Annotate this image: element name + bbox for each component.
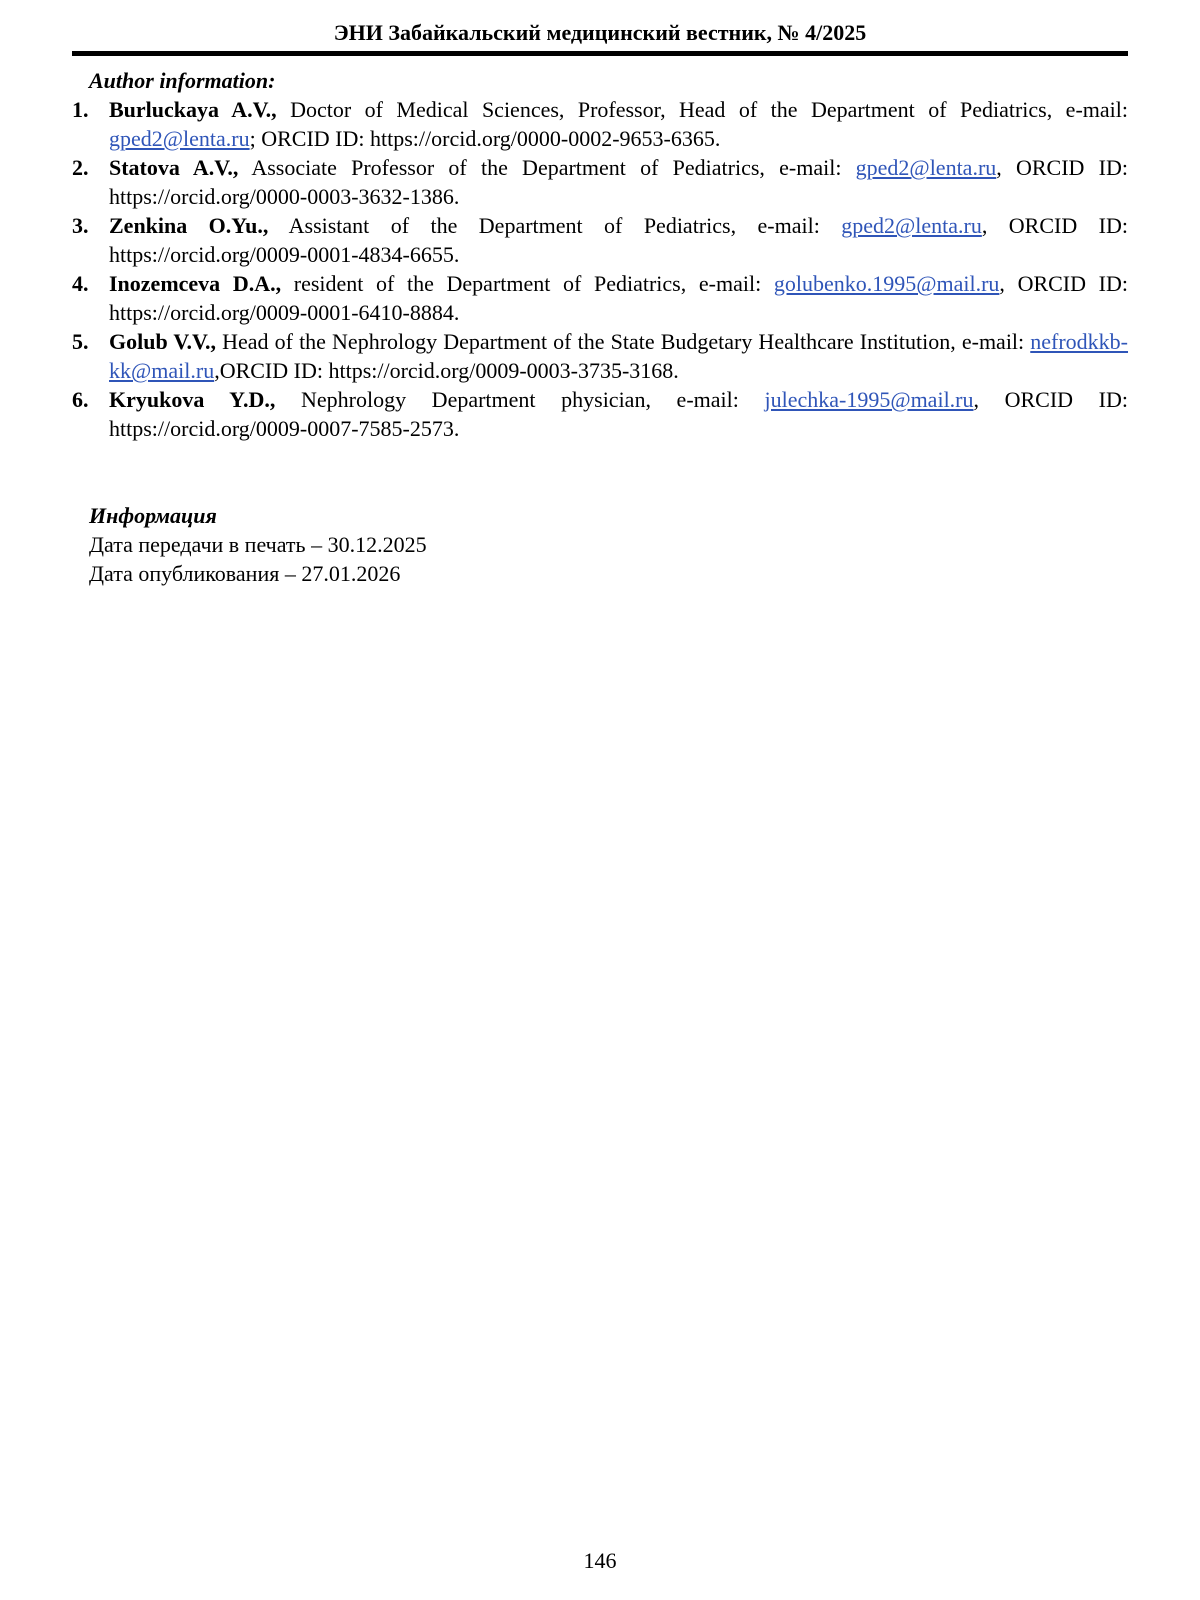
author-number: 4. — [72, 271, 89, 296]
author-number: 3. — [72, 213, 89, 238]
publish-date: Дата опубликования – 27.01.2026 — [89, 561, 401, 586]
author-description: Nephrology Department physician, e-mail: — [275, 387, 765, 412]
page-number: 146 — [583, 1548, 617, 1573]
author-email-link[interactable]: gped2@lenta.ru — [841, 213, 982, 238]
author-orcid: , ORCID ID: https://orcid.org/0000-0003-3632-1386. — [109, 155, 1128, 209]
author-email-link[interactable]: gped2@lenta.ru — [109, 126, 250, 151]
journal-header: ЭНИ Забайкальский медицинский вестник, № 4/2025 — [333, 20, 867, 45]
author-item — [72, 95, 1128, 153]
author-item — [72, 327, 1128, 385]
author-email-link[interactable]: gped2@lenta.ru — [855, 155, 997, 180]
author-item — [72, 211, 1128, 269]
author-orcid: , ORCID ID: https://orcid.org/0009-0001-4834-6655. — [109, 213, 1128, 267]
author-name: Golub V.V., — [109, 329, 217, 354]
header-rule — [72, 51, 1128, 56]
author-orcid: ; ORCID ID: https://orcid.org/0000-0002-9653-6365. — [249, 126, 721, 151]
author-description: Associate Professor of the Department of Pediatrics, e-mail: — [238, 155, 856, 180]
author-info-title: Author information: — [89, 68, 276, 93]
author-number: 6. — [72, 387, 89, 412]
author-email-link[interactable]: golubenko.1995@mail.ru — [773, 271, 1000, 296]
author-list — [72, 95, 1128, 443]
author-description: Doctor of Medical Sciences, Professor, Head of the Department of Pediatrics, e-mail: — [276, 97, 1128, 122]
author-item — [72, 385, 1128, 443]
author-name: Zenkina O.Yu., — [109, 213, 269, 238]
author-orcid: , ORCID ID: https://orcid.org/0009-0001-6410-8884. — [109, 271, 1128, 325]
info-title: Информация — [89, 503, 217, 528]
print-date: Дата передачи в печать – 30.12.2025 — [89, 532, 427, 557]
author-number: 2. — [72, 155, 89, 180]
author-description: resident of the Department of Pediatrics, e-mail: — [281, 271, 774, 296]
author-name: Inozemceva D.A., — [109, 271, 282, 296]
author-orcid: ,ORCID ID: https://orcid.org/0009-0003-3735-3168. — [214, 358, 679, 383]
author-name: Burluckaya A.V., — [109, 97, 277, 122]
author-description: Assistant of the Department of Pediatrics, e-mail: — [268, 213, 842, 238]
author-email-link[interactable]: julechka-1995@mail.ru — [764, 387, 974, 412]
author-description: Head of the Nephrology Department of the State Budgetary Healthcare Institution, e-mail: — [216, 329, 1031, 354]
author-number: 5. — [72, 329, 89, 354]
author-item — [72, 269, 1128, 327]
author-number: 1. — [72, 97, 89, 122]
author-name: Statova A.V., — [109, 155, 239, 180]
author-orcid: , ORCID ID: https://orcid.org/0009-0007-7585-2573. — [109, 387, 1128, 441]
author-email-link[interactable]: nefrodkkb-kk@mail.ru — [109, 329, 1129, 383]
author-item — [72, 153, 1128, 211]
author-name: Kryukova Y.D., — [109, 387, 276, 412]
